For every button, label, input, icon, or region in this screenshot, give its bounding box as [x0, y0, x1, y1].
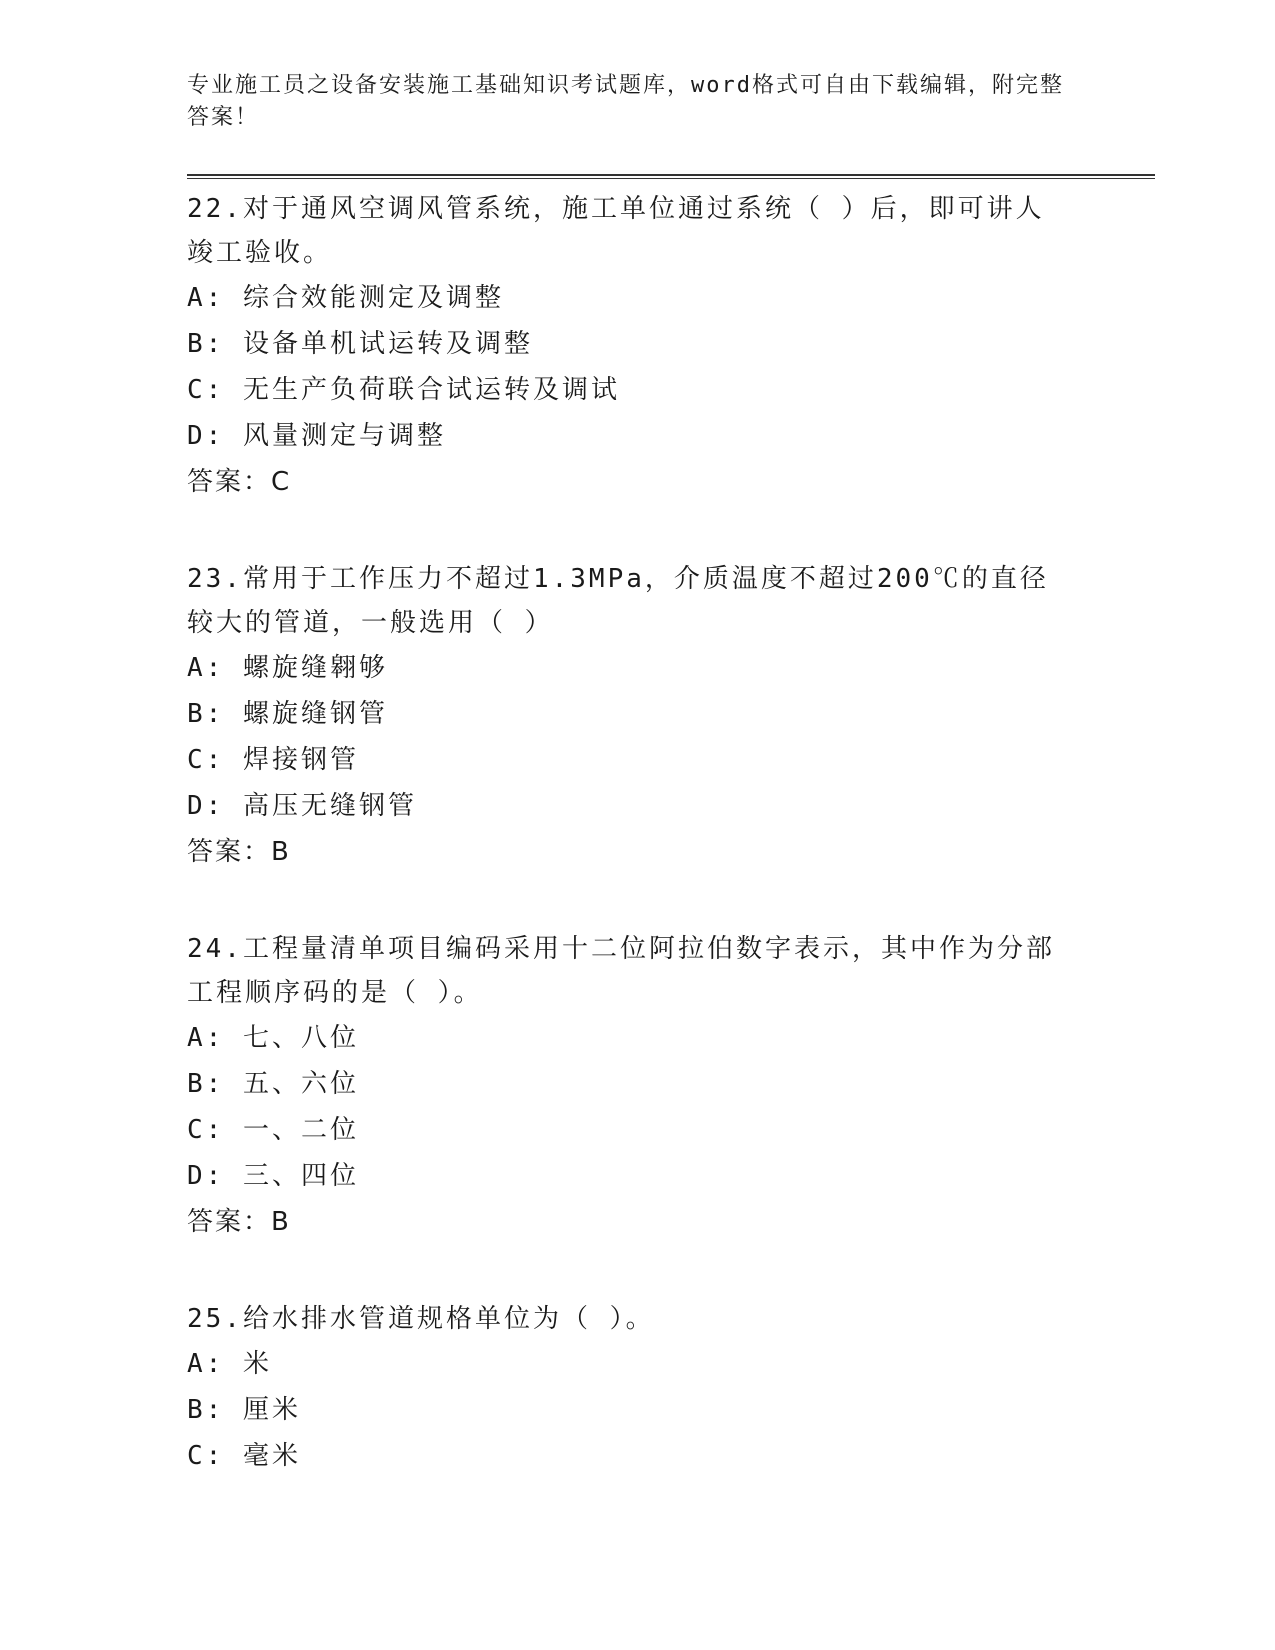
question-text: 22.对于通风空调风管系统，施工单位通过系统（ ）后，即可讲人竣工验收。 — [187, 194, 1045, 268]
question-23 — [187, 557, 1147, 875]
option-a: A: 螺旋缝翱够 — [187, 653, 388, 683]
option-b: B: 螺旋缝钢管 — [187, 699, 388, 729]
option-c: C: 一、二位 — [187, 1115, 359, 1145]
question-25 — [187, 1297, 1147, 1479]
question-text: 23.常用于工作压力不超过1.3MPa，介质温度不超过200℃的直径较大的管道，一般选用（ ） — [187, 564, 1049, 638]
option-b: B: 厘米 — [187, 1395, 301, 1425]
question-text: 24.工程量清单项目编码采用十二位阿拉伯数字表示，其中作为分部工程顺序码的是（ ）。 — [187, 934, 1055, 1008]
option-c: C: 焊接钢管 — [187, 745, 359, 775]
option-a: A: 七、八位 — [187, 1023, 359, 1053]
question-22 — [187, 187, 1147, 505]
spacer — [187, 1245, 1147, 1289]
answer: 答案：B — [187, 837, 291, 867]
option-a: A: 米 — [187, 1349, 272, 1379]
option-a: A: 综合效能测定及调整 — [187, 283, 504, 313]
option-b: B: 设备单机试运转及调整 — [187, 329, 533, 359]
header-divider — [187, 174, 1155, 179]
spacer — [187, 505, 1147, 549]
option-c: C: 无生产负荷联合试运转及调试 — [187, 375, 620, 405]
option-d: D: 风量测定与调整 — [187, 421, 446, 451]
option-c: C: 毫米 — [187, 1441, 301, 1471]
question-text: 25.给水排水管道规格单位为（ ）。 — [187, 1304, 655, 1334]
answer: 答案：C — [187, 467, 292, 497]
question-24 — [187, 927, 1147, 1245]
option-b: B: 五、六位 — [187, 1069, 359, 1099]
answer: 答案：B — [187, 1207, 291, 1237]
document-page — [187, 70, 1147, 1479]
document-header: 专业施工员之设备安装施工基础知识考试题库，word格式可自由下载编辑，附完整答案！ — [187, 73, 1064, 130]
option-d: D: 高压无缝钢管 — [187, 791, 417, 821]
spacer — [187, 875, 1147, 919]
option-d: D: 三、四位 — [187, 1161, 359, 1191]
